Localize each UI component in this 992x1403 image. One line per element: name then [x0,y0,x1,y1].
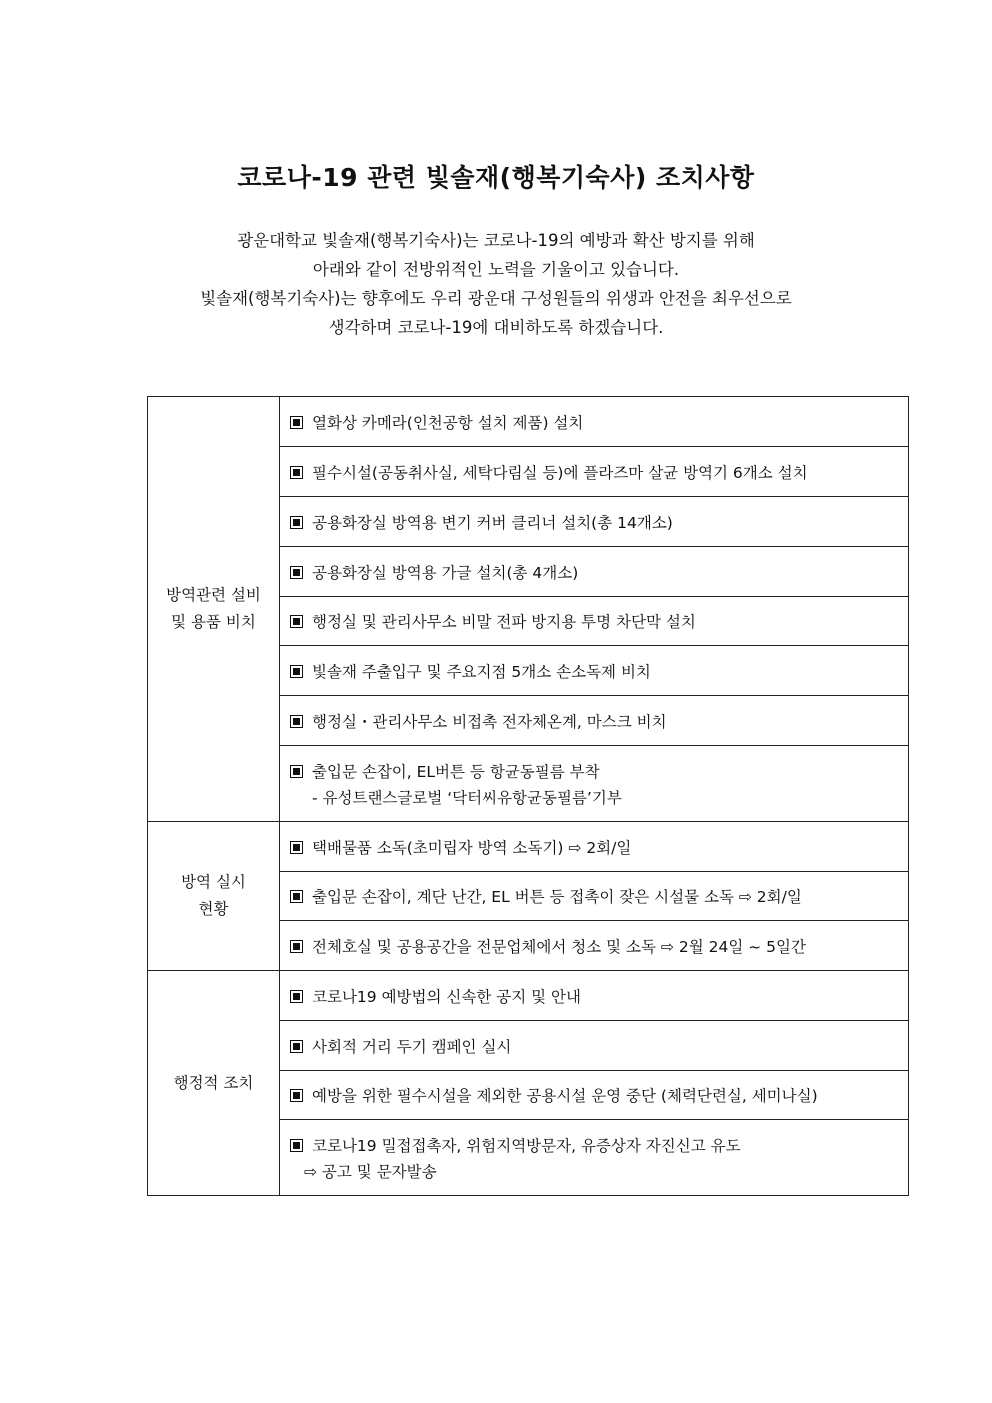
square-bullet-icon [290,890,303,903]
measure-item [280,1021,909,1071]
square-bullet-icon [290,466,303,479]
square-bullet-icon [290,665,303,678]
square-bullet-icon [290,1089,303,1102]
item-text: 공용화장실 방역용 가글 설치(총 4개소) [312,563,579,582]
category-line: 방역 실시 [181,873,246,891]
item-text: 택배물품 소독(초미립자 방역 소독기) ⇨ 2회/일 [312,838,632,857]
item-text: 사회적 거리 두기 캠페인 실시 [312,1037,512,1056]
category-line: 행정적 조치 [173,1073,254,1092]
item-text: 필수시설(공동취사실, 세탁다림실 등)에 플라즈마 살균 방역기 6개소 설치 [312,463,808,482]
item-text: 코로나19 예방법의 신속한 공지 및 안내 [312,987,581,1006]
square-bullet-icon [290,516,303,529]
square-bullet-icon [290,940,303,953]
item-text: 코로나19 밀접접촉자, 위험지역방문자, 유증상자 자진신고 유도 [312,1136,741,1155]
intro-line: 빛솔재(행복기숙사)는 향후에도 우리 광운대 구성원들의 위생과 안전을 최우선으로 [200,289,792,308]
square-bullet-icon [290,841,303,854]
square-bullet-icon [290,715,303,728]
measure-item [280,971,909,1021]
measure-item [280,822,909,872]
intro-line: 생각하며 코로나-19에 대비하도록 하겠습니다. [328,318,664,337]
item-subnote: ⇨ 공고 및 문자발송 [304,1162,437,1181]
square-bullet-icon [290,990,303,1003]
square-bullet-icon [290,1139,303,1152]
item-text: 전체호실 및 공용공간을 전문업체에서 청소 및 소독 ⇨ 2월 24일 ~ 5일간 [312,937,806,956]
category-line: 및 용품 비치 [171,613,256,631]
table-row [148,971,909,1021]
square-bullet-icon [290,416,303,429]
intro-line: 광운대학교 빛솔재(행복기숙사)는 코로나-19의 예방과 확산 방지를 위해 [237,231,755,250]
category-cell-administrative [148,971,280,1196]
item-text: 열화상 카메라(인천공항 설치 제품) 설치 [312,413,584,432]
item-text: 예방을 위한 필수시설을 제외한 공용시설 운영 중단 (체력단련실, 세미나실) [312,1087,818,1105]
measure-item [280,1071,909,1120]
item-text: 행정실・관리사무소 비접촉 전자체온계, 마스크 비치 [312,712,667,731]
table-row [148,397,909,447]
item-text: 공용화장실 방역용 변기 커버 클리너 설치(총 14개소) [312,513,673,532]
measures-table [147,396,909,1196]
square-bullet-icon [290,566,303,579]
page-title: 코로나-19 관련 빛솔재(행복기숙사) 조치사항 [237,163,755,192]
intro-paragraph [100,226,892,342]
measure-item [280,447,909,497]
item-text: 출입문 손잡이, EL버튼 등 항균동필름 부착 [312,762,600,781]
measure-item [280,397,909,447]
category-cell-disinfection [148,822,280,971]
square-bullet-icon [290,615,303,628]
measure-item [280,872,909,921]
category-cell-equipment [148,397,280,822]
table-row [148,822,909,872]
item-text: 출입문 손잡이, 계단 난간, EL 버튼 등 접촉이 잦은 시설물 소독 ⇨ 2회/일 [312,888,802,906]
intro-line: 아래와 같이 전방위적인 노력을 기울이고 있습니다. [312,260,680,279]
square-bullet-icon [290,765,303,778]
item-subnote: - 유성트랜스글로벌 ‘닥터씨유항균동필름’기부 [312,788,622,807]
item-text: 빛솔재 주출입구 및 주요지점 5개소 손소독제 비치 [312,662,651,681]
category-line: 현황 [198,900,229,918]
measure-item [280,921,909,971]
item-text: 행정실 및 관리사무소 비말 전파 방지용 투명 차단막 설치 [312,613,696,631]
measure-item [280,646,909,696]
square-bullet-icon [290,1040,303,1053]
category-line: 방역관련 설비 [166,586,261,604]
measure-item [280,1120,909,1196]
measure-item [280,547,909,597]
measure-item [280,746,909,822]
measure-item [280,696,909,746]
measure-item [280,597,909,646]
measure-item [280,497,909,547]
